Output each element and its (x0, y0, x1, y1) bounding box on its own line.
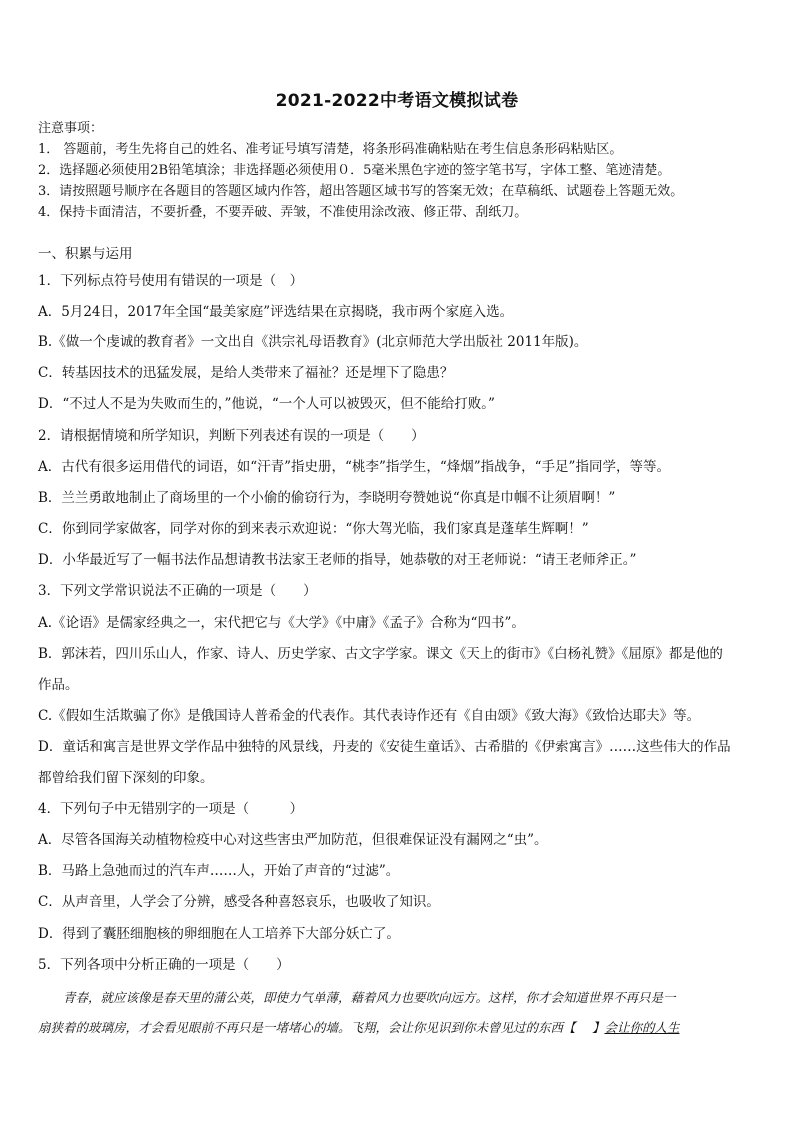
notice-item-1: 1． 答题前，考生先将自己的姓名、准考证号填写清楚，将条形码准确粘贴在考生信息条形码粘贴区。 (38, 142, 623, 157)
question-3-option-b: B．郭沫若，四川乐山人，作家、诗人、历史学家、古文字学家。课文《天上的街市》《白杨礼赞》《屈原》都是他的 (38, 646, 723, 662)
question-2-option-a: A．古代有很多运用借代的词语，如“汗青”指史册，“桃李”指学生，“烽烟”指战争，“手足”指同学，等等。 (38, 459, 670, 475)
question-4-stem: 4．下列句子中无错别字的一项是（ ） (38, 801, 304, 817)
question-3-option-d: D．童话和寓言是世界文学作品中独特的风景线，丹麦的《安徒生童话》、古希腊的《伊索寓言》……这些伟大的作品 (38, 739, 731, 755)
section-heading: 一、积累与运用 (38, 246, 133, 262)
question-1-option-b: B.《做一个虔诚的教育者》一文出自《洪宗礼母语教育》(北京师范大学出版社 2011年版)。 (38, 334, 588, 350)
question-1-option-d: D．“不过人不是为失败而生的，”他说，“一个人可以被毁灭，但不能给打败。” (38, 396, 495, 412)
question-4-option-b: B．马路上急弛而过的汽车声……人，开始了声音的“过滤”。 (38, 863, 400, 879)
question-1-stem: 1．下列标点符号使用有错误的一项是（ ） (38, 273, 304, 289)
question-4-option-a: A．尽管各国海关动植物检疫中心对这些害虫严加防范，但很难保证没有漏网之“虫”。 (38, 832, 548, 848)
question-1-option-c: C．转基因技术的迅猛发展，是给人类带来了福祉？还是埋下了隐患？ (38, 365, 454, 381)
passage-line-1: 青春，就应该像是春天里的蒲公英，即使力气单薄，藉着风力也要吹向远方。这样，你才会知道世界不再只是一 (38, 990, 676, 1005)
question-3-stem: 3．下列文学常识说法不正确的一项是（ ） (38, 583, 317, 599)
passage-line-2 (38, 1018, 680, 1036)
passage-underlined-text: 会让你的人生 (604, 1020, 680, 1035)
passage-line-2-text: 扇狭着的玻璃房，才会看见眼前不再只是一堵堵心的墙。飞翔，会让你见识到你未曾见过的东西【 】 (38, 1020, 605, 1035)
notice-heading: 注意事项： (38, 121, 104, 136)
notice-item-3: 3．请按照题号顺序在各题目的答题区域内作答，超出答题区域书写的答案无效；在草稿纸、试题卷上答题无效。 (38, 184, 684, 199)
question-2-option-d: D．小华最近写了一幅书法作品想请教书法家王老师的指导，她恭敬的对王老师说：“请王老师斧正。” (38, 552, 637, 568)
question-1-option-a: A．5月24日，2017年全国“最美家庭”评选结果在京揭晓，我市两个家庭入选。 (38, 304, 514, 320)
question-4-option-c: C．从声音里，人学会了分辨，感受各种喜怒哀乐，也吸收了知识。 (38, 894, 440, 910)
question-2-option-c: C．你到同学家做客，同学对你的到来表示欢迎说：“你大驾光临，我们家真是蓬荜生辉啊！” (38, 521, 589, 537)
question-3-option-a: A.《论语》是儒家经典之一，宋代把它与《大学》《中庸》《孟子》合称为“四书”。 (38, 615, 525, 631)
question-3-option-c: C.《假如生活欺骗了你》是俄国诗人普希金的代表作。其代表诗作还有《自由颂》《致大海》《致恰达耶夫》等。 (38, 708, 701, 724)
question-2-stem: 2．请根据情境和所学知识，判断下列表述有误的一项是（ ） (38, 428, 425, 444)
question-4-option-d: D．得到了囊胚细胞核的卵细胞在人工培养下大部分妖亡了。 (38, 926, 400, 942)
question-2-option-b: B．兰兰勇敢地制止了商场里的一个小偷的偷窃行为，李晓明夸赞她说“你真是巾帼不让须眉啊！” (38, 490, 616, 506)
question-3-option-b-cont: 作品。 (38, 677, 79, 693)
question-3-option-d-cont: 都曾给我们留下深刻的印象。 (38, 770, 214, 786)
notice-item-2: 2．选择题必须使用2B铅笔填涂；非选择题必须使用０．5毫米黑色字迹的签字笔书写，字体工整、笔迹清楚。 (38, 163, 671, 178)
notice-item-4: 4．保持卡面清洁，不要折叠，不要弄破、弄皱，不准使用涂改液、修正带、刮纸刀。 (38, 205, 528, 220)
page-title: 2021-2022中考语文模拟试卷 (275, 91, 519, 111)
question-5-stem: 5．下列各项中分析正确的一项是（ ） (38, 957, 290, 973)
